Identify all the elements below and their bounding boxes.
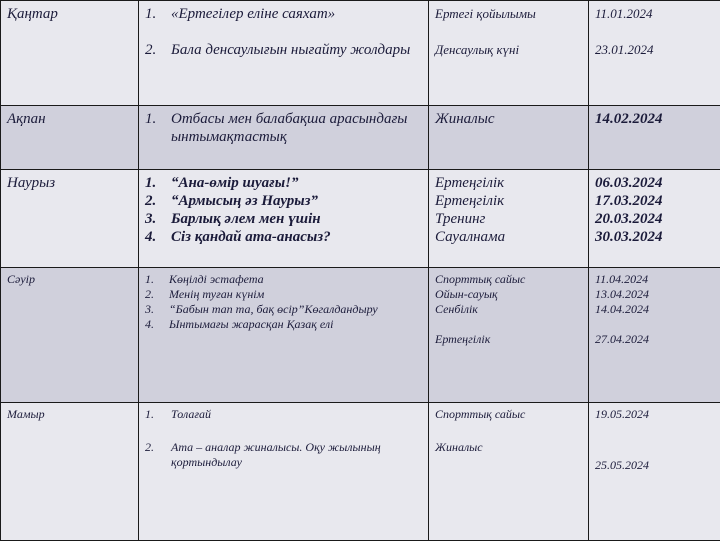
list-item: 1. «Ертегілер еліне саяхат» [145, 5, 422, 23]
date-cell: 11.01.2024 23.01.2024 [589, 1, 720, 106]
event-type-cell: Жиналыс [429, 106, 589, 170]
events-cell [139, 170, 429, 268]
list-item: 4. Ынтымағы жарасқан Қазақ елі [145, 317, 422, 332]
list-item: 1. Толағай [145, 407, 422, 422]
month-cell [1, 106, 139, 170]
events-cell [139, 106, 429, 170]
date-cell: 11.04.2024 13.04.2024 14.04.2024 27.04.2024 [589, 268, 720, 403]
event-type-cell: Ертегі қойылымы Денсаулық күні [429, 1, 589, 106]
events-list [145, 5, 422, 59]
date-cell: 14.02.2024 [589, 106, 720, 170]
table-row-january [1, 1, 720, 106]
events-list [145, 272, 422, 332]
table-row-may [1, 403, 720, 541]
date-cell: 19.05.2024 25.05.2024 [589, 403, 720, 541]
list-item: 2. Ата – аналар жиналысы. Оқу жылының қортындылау [145, 440, 422, 470]
month-cell [1, 403, 139, 541]
list-item: 4. Сіз қандай ата-анасыз? [145, 228, 422, 246]
list-item: 2. “Армысың әз Наурыз” [145, 192, 422, 210]
date-cell: 06.03.2024 17.03.2024 20.03.2024 30.03.2024 [589, 170, 720, 268]
list-item: 2. Менің туған күнім [145, 287, 422, 302]
list-item: 1. Көңілді эстафета [145, 272, 422, 287]
list-item: 1. “Ана-өмір шуағы!” [145, 174, 422, 192]
event-type-cell: Спорттық сайыс Ойын-сауық Сенбілік Ертеңгілік [429, 268, 589, 403]
month-label: Сәуір [7, 272, 35, 286]
table-row-april [1, 268, 720, 403]
event-type-cell: Спорттық сайыс Жиналыс [429, 403, 589, 541]
table-row-march [1, 170, 720, 268]
events-list [145, 174, 422, 246]
events-cell [139, 403, 429, 541]
table-row-february [1, 106, 720, 170]
month-cell [1, 268, 139, 403]
events-list [145, 407, 422, 470]
list-item: 1. Отбасы мен балабақша арасындағы ынтымақтастық [145, 110, 422, 146]
month-cell [1, 170, 139, 268]
list-item: 2. Бала денсаулығын нығайту жолдары [145, 41, 422, 59]
list-item: 3. “Бабын тап та, бақ өсір”Көгалдандыру [145, 302, 422, 317]
month-label: Наурыз [7, 175, 55, 191]
event-type-cell: Ертеңгілік Ертеңгілік Тренинг Сауалнама [429, 170, 589, 268]
month-label: Ақпан [7, 111, 46, 127]
month-cell [1, 1, 139, 106]
list-item: 3. Барлық әлем мен үшін [145, 210, 422, 228]
month-label: Мамыр [7, 407, 45, 421]
events-list [145, 110, 422, 146]
events-cell [139, 1, 429, 106]
events-cell [139, 268, 429, 403]
month-label: Қаңтар [7, 6, 58, 22]
